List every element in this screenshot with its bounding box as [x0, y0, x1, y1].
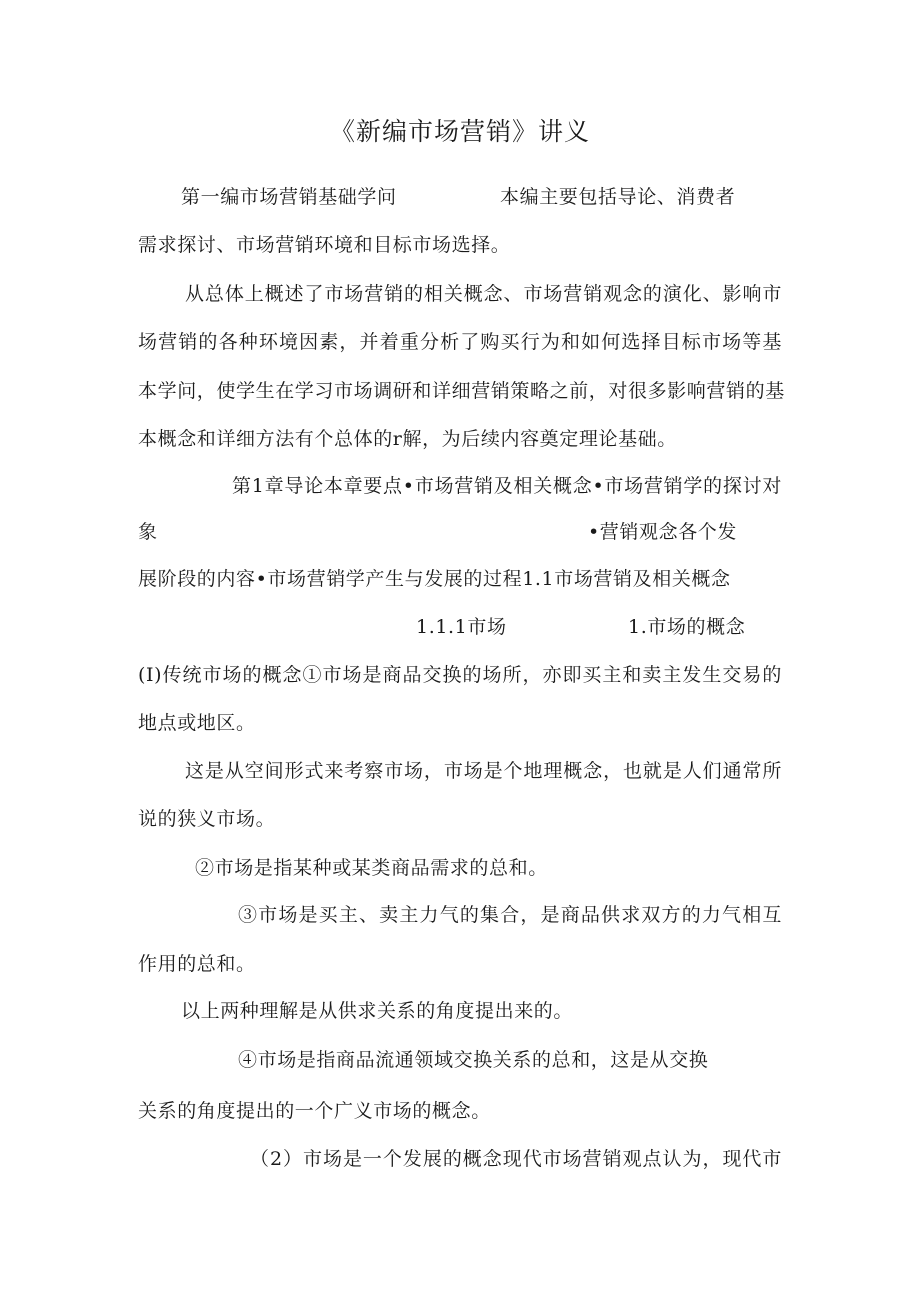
chapter-heading: 第1章导论本章要点•市场营销及相关概念•市场营销学的探讨对	[232, 475, 782, 497]
paragraph-line: 说的狭义市场。	[138, 808, 276, 830]
paragraph-line: 象	[138, 521, 158, 543]
paragraph-line: 关系的角度提出的一个广义市场的概念。	[138, 1100, 491, 1122]
paragraph-line: 地点或地区。	[138, 712, 256, 734]
paragraph-line: 这是从空间形式来考察市场，市场是个地理概念，也就是人们通常所	[185, 760, 782, 782]
paragraph-line: 以上两种理解是从供求关系的角度提出来的。	[181, 1000, 574, 1022]
paragraph-line: ③市场是买主、卖主力气的集合，是商品供求双方的力气相互	[238, 904, 782, 926]
paragraph-line: 本编主要包括导论、消费者	[500, 186, 736, 208]
paragraph-line: 场营销的各种环境因素，并着重分析了购买行为和如何选择目标市场等基	[138, 331, 782, 353]
paragraph-line: (I)传统市场的概念①市场是商品交换的场所，亦即买主和卖主发生交易的	[138, 664, 782, 686]
paragraph-line: •营销观念各个发	[588, 521, 738, 543]
section-heading: 第一编市场营销基础学问	[181, 186, 397, 208]
paragraph-line: 展阶段的内容•市场营销学产生与发展的过程1.1市场营销及相关概念	[138, 568, 731, 590]
paragraph-line: ②市场是指某种或某类商品需求的总和。	[195, 857, 548, 879]
section-number-heading: 1.1.1市场	[416, 616, 507, 638]
document-title: 《新编市场营销》讲义	[329, 117, 590, 146]
paragraph-line: ④市场是指商品流通领域交换关系的总和，这是从交换	[238, 1049, 709, 1071]
paragraph-line: 需求探讨、市场营销环境和目标市场选择。	[138, 234, 511, 256]
paragraph-line: 本概念和详细方法有个总体的r解，为后续内容奠定理论基础。	[138, 428, 677, 450]
paragraph-line: （2）市场是一个发展的概念现代市场营销观点认为，现代市	[250, 1148, 782, 1170]
paragraph-line: 本学问，使学生在学习市场调研和详细营销策略之前，对很多影响营销的基	[138, 380, 785, 402]
paragraph-line: 从总体上概述了市场营销的相关概念、市场营销观念的演化、影响市	[185, 283, 782, 305]
paragraph-line: 作用的总和。	[138, 953, 256, 975]
subsection-heading: 1.市场的概念	[628, 616, 746, 638]
